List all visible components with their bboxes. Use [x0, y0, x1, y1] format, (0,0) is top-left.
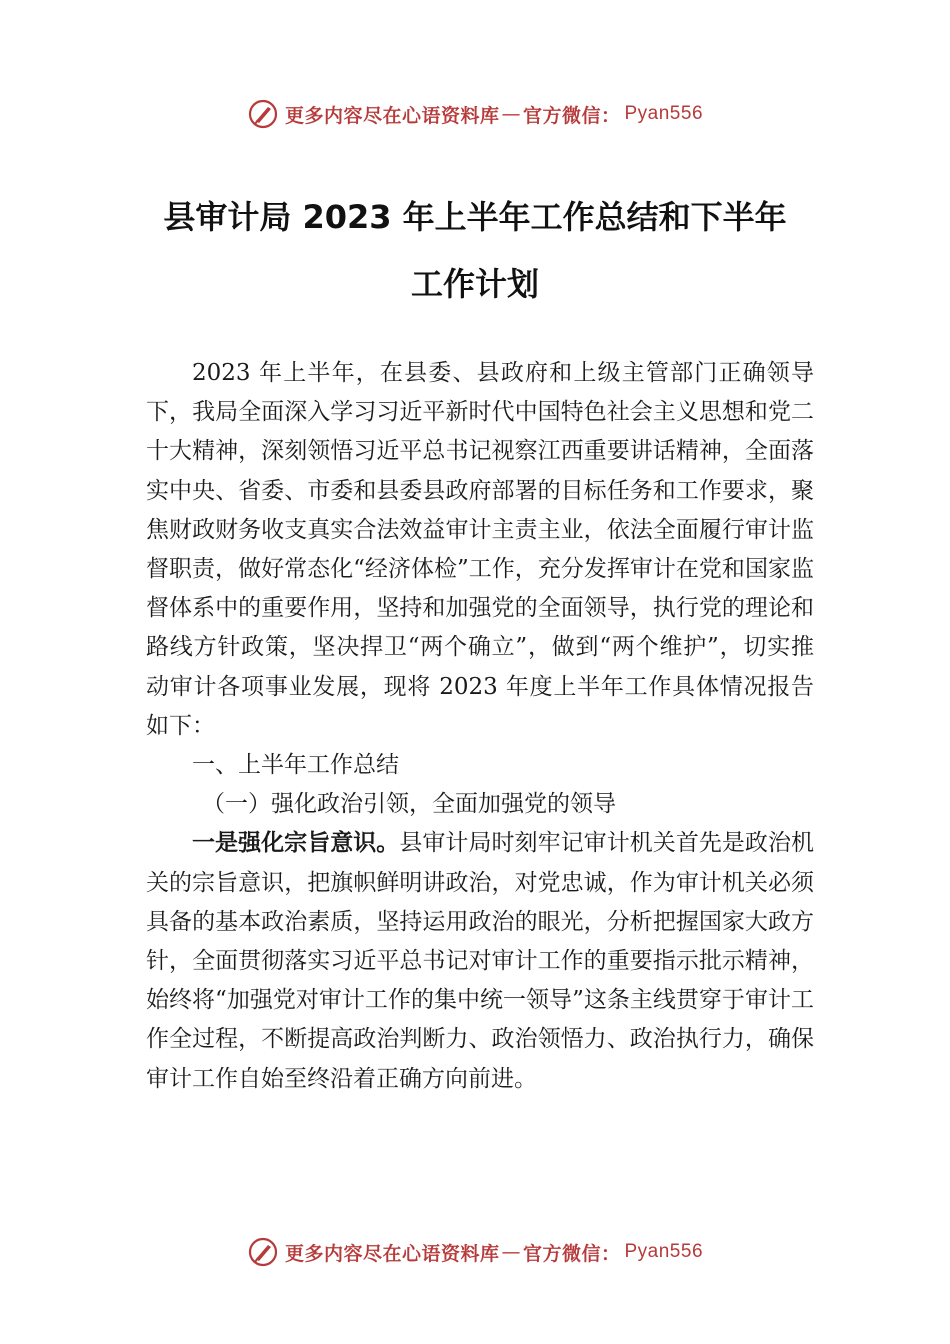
watermark-wechat-label: 官方微信：	[522, 104, 621, 127]
document-title-line1: 县审计局 2023 年上半年工作总结和下半年	[163, 198, 787, 236]
watermark-wechat-id: Pyan556	[624, 103, 704, 124]
document-title-line2: 工作计划	[410, 265, 539, 303]
intro-paragraph: 2023 年上半年，在县委、县政府和上级主管部门正确领导下，我局全面深入学习习近平新时代中国特色社会主义思想和党二十大精神，深刻领悟习近平总书记视察江西重要讲话精神，全面落实中央、省委、市委和县委县政府部署的目标任务和工作要求，聚焦财政财务收支真实合法效益审计主责主业，依法全面履行审计监督职责，做好常态化“经济体检”工作，充分发挥审计在党和国家监督体系中的重要作用，坚持和加强党的全面领导，执行党的理论和路线方针政策，坚决捍卫“两个确立”，做到“两个维护”，切实推动审计各项事业发展，现将 2023 年度上半年工作具体情况报告如下：	[146, 360, 814, 739]
section-heading: 一、上半年工作总结	[192, 752, 399, 779]
watermark-footer	[0, 1232, 950, 1272]
paragraph-1-lead: 一是强化宗旨意识。	[192, 830, 400, 857]
quill-seal-icon	[247, 1236, 279, 1268]
watermark-header	[0, 94, 950, 134]
subsection-heading: （一）强化政治引领，全面加强党的领导	[202, 791, 616, 818]
watermark-text: 更多内容尽在心语资料库	[284, 104, 500, 127]
watermark-wechat-label: 官方微信：	[522, 1242, 621, 1265]
paragraph-1-body: 县审计局时刻牢记审计机关首先是政治机关的宗旨意识，把旗帜鲜明讲政治，对党忠诚，作为审计机关必须具备的基本政治素质，坚持运用政治的眼光，分析把握国家大政方针，全面贯彻落实习近平总书记对审计工作的重要指示批示精神，始终将“加强党对审计工作的集中统一领导”这条主线贯穿于审计工作全过程，不断提高政治判断力、政治领悟力、政治执行力，确保审计工作自始至终沿着正确方向前进。	[146, 830, 815, 1092]
watermark-text: 更多内容尽在心语资料库	[284, 1242, 500, 1265]
paragraph-1	[146, 824, 814, 1098]
document-body	[146, 354, 814, 1099]
watermark-wechat-id: Pyan556	[624, 1241, 704, 1262]
quill-seal-icon	[247, 98, 279, 130]
watermark-separator: —	[501, 103, 521, 125]
watermark-separator: —	[501, 1241, 521, 1263]
